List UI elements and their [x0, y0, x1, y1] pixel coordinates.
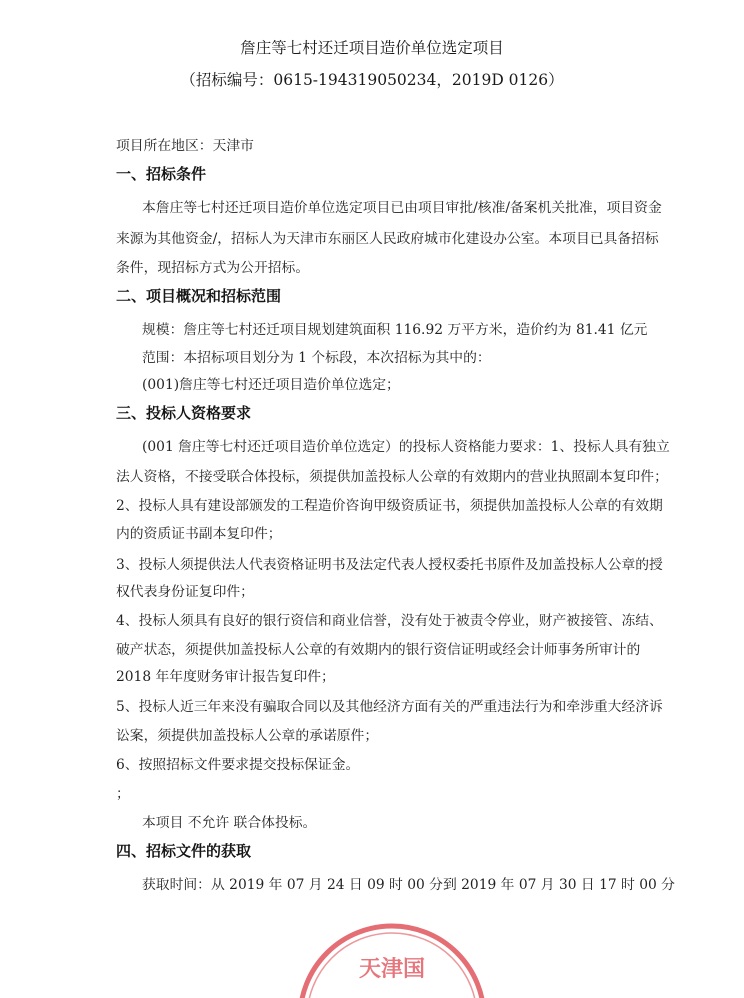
paragraph-line: ； [116, 786, 130, 802]
paragraph-line: 规模：詹庄等七村还迁项目规划建筑面积 116.92 万平方米，造价约为 81.41 亿元 [142, 322, 648, 338]
paragraph-line: 范围：本招标项目划分为 1 个标段，本次招标为其中的： [142, 350, 491, 366]
paragraph-line: 条件，现招标方式为公开招标。 [116, 260, 310, 276]
section-heading-bidding-conditions: 一、招标条件 [116, 165, 207, 183]
paragraph-line: 破产状态，须提供加盖投标人公章的有效期内的银行资信证明或经会计师事务所审计的 [116, 642, 641, 658]
paragraph-line: 2、投标人具有建设部颁发的工程造价咨询甲级资质证书，须提供加盖投标人公章的有效期 [116, 498, 663, 514]
svg-text:天津国: 天津国 [358, 957, 426, 982]
paragraph-line: 2018 年年度财务审计报告复印件； [116, 669, 335, 685]
section-heading-document-acquisition: 四、招标文件的获取 [116, 842, 252, 860]
project-region: 项目所在地区：天津市 [116, 138, 254, 154]
section-heading-bidder-qualifications: 三、投标人资格要求 [116, 404, 252, 422]
official-seal [292, 918, 492, 998]
paragraph-line: 获取时间：从 2019 年 07 月 24 日 09 时 00 分到 2019 年 07 月 30 日 17 时 00 分 [142, 877, 675, 893]
paragraph-line: 3、投标人须提供法人代表资格证明书及法定代表人授权委托书原件及加盖投标人公章的授 [116, 557, 663, 573]
paragraph-line: 本项目 不允许 联合体投标。 [142, 815, 317, 831]
paragraph-line: 6、按照招标文件要求提交投标保证金。 [116, 757, 360, 773]
paragraph-line: 本詹庄等七村还迁项目造价单位选定项目已由项目审批/核准/备案机关批准，项目资金 [142, 200, 662, 216]
paragraph-line: 权代表身份证复印件； [116, 584, 254, 600]
paragraph-line: (001)詹庄等七村还迁项目造价单位选定； [142, 377, 400, 393]
document-subtitle: （招标编号：0615-194319050234，2019D 0126） [180, 71, 564, 89]
paragraph-line: 4、投标人须具有良好的银行资信和商业信誉，没有处于被责令停业，财产被接管、冻结、 [116, 613, 663, 629]
paragraph-line: 5、投标人近三年来没有骗取合同以及其他经济方面有关的严重违法行为和牵涉重大经济诉 [116, 699, 663, 715]
paragraph-line: 内的资质证书副本复印件； [116, 526, 282, 542]
paragraph-line: 讼案，须提供加盖投标人公章的承诺原件； [116, 728, 379, 744]
document-title: 詹庄等七村还迁项目造价单位选定项目 [240, 39, 504, 57]
section-heading-overview-scope: 二、项目概况和招标范围 [116, 287, 282, 305]
paragraph-line: 法人资格，不接受联合体投标，须提供加盖投标人公章的有效期内的营业执照副本复印件； [116, 469, 668, 485]
paragraph-line: 来源为其他资金/，招标人为天津市东丽区人民政府城市化建设办公室。本项目已具备招标 [116, 231, 659, 247]
paragraph-line: (001 詹庄等七村还迁项目造价单位选定）的投标人资格能力要求：1、投标人具有独立 [142, 439, 670, 455]
